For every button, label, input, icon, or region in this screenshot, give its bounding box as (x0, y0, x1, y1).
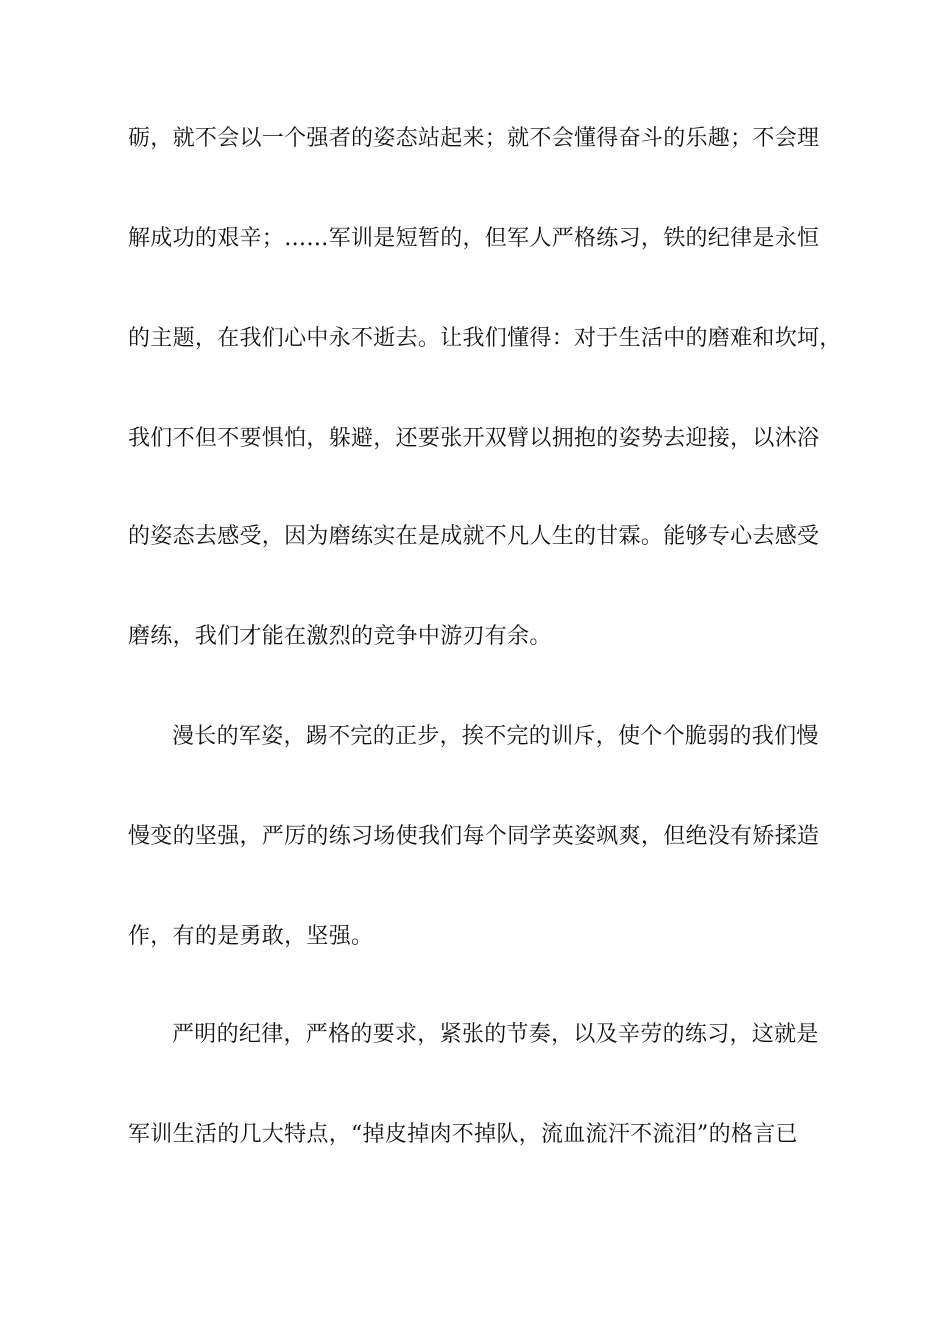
text-line: 作，有的是勇敢，坚强。 (128, 924, 374, 949)
text-line: 磨练，我们才能在激烈的竞争中游刃有余。 (128, 624, 552, 649)
text-line: 军训生活的几大特点，“掉皮掉肉不掉队，流血流汗不流泪”的格言已 (128, 1122, 798, 1147)
paragraph-first-line: 漫长的军姿，踢不完的正步，挨不完的训斥，使个个脆弱的我们慢 (172, 724, 819, 749)
text-line: 的姿态去感受，因为磨练实在是成就不凡人生的甘霖。能够专心去感受 (128, 524, 820, 549)
text-line: 我们不但不要惧怕，躲避，还要张开双臂以拥抱的姿势去迎接，以沐浴 (128, 426, 820, 451)
paragraph-first-line: 严明的纪律，严格的要求，紧张的节奏，以及辛劳的练习，这就是 (172, 1022, 819, 1047)
text-line: 的主题，在我们心中永不逝去。让我们懂得：对于生活中的磨难和坎坷， (128, 326, 842, 351)
text-line: 解成功的艰辛；……军训是短暂的，但军人严格练习，铁的纪律是永恒 (128, 226, 820, 251)
text-line: 慢变的坚强，严厉的练习场使我们每个同学英姿飒爽，但绝没有矫揉造 (128, 824, 820, 849)
text-line: 砺，就不会以一个强者的姿态站起来；就不会懂得奋斗的乐趣；不会理 (128, 126, 820, 151)
